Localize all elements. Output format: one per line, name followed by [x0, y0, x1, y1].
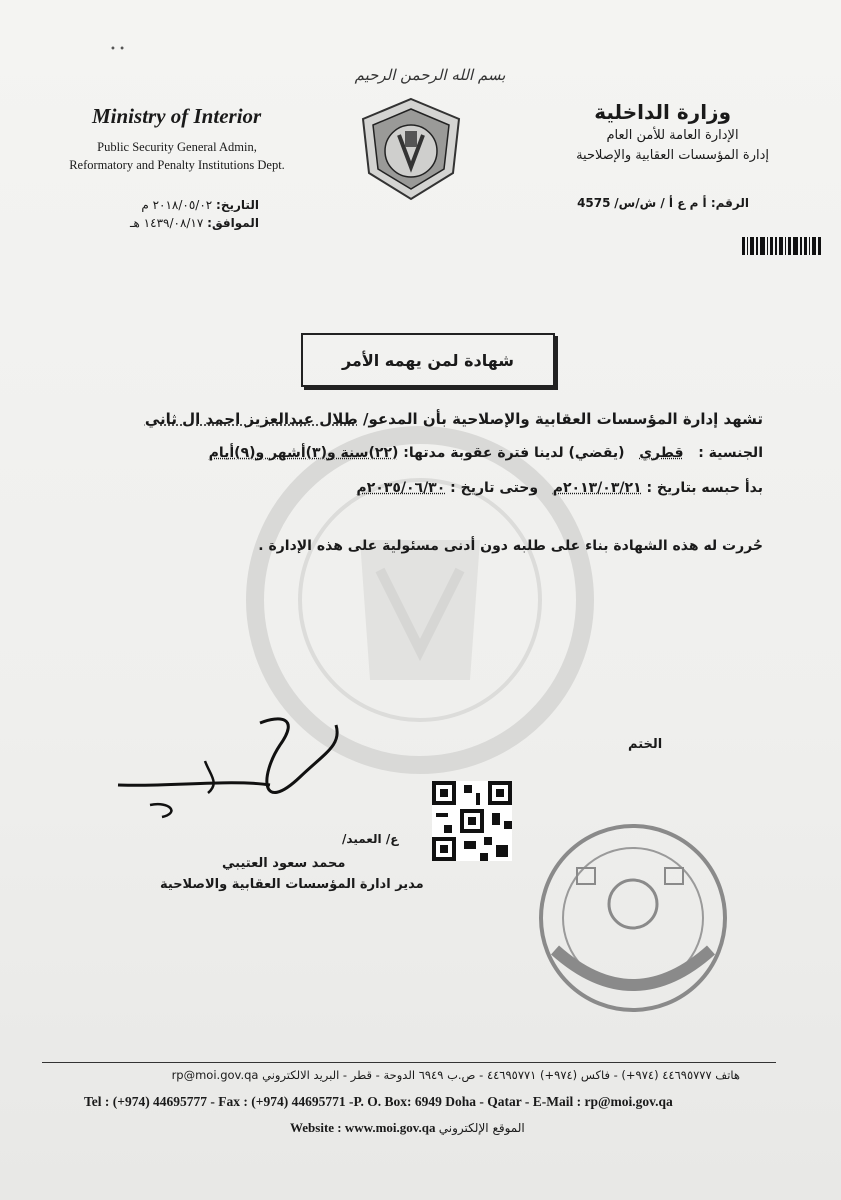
- seal-label: الختم: [628, 737, 663, 752]
- reference-value: 4575: [577, 196, 611, 210]
- date-value: ٢٠١٨/٠٥/٠٢ م: [141, 198, 213, 212]
- qr-code: [432, 781, 512, 861]
- certificate-closing: حُررت له هذه الشهادة بناء على طلبه دون أدنى مسئولية على هذه الإدارة .: [258, 538, 763, 554]
- handwritten-signature: [110, 705, 350, 835]
- subject-prefix: تشهد إدارة المؤسسات العقابية والإصلاحية بأن المدعو/: [363, 410, 763, 428]
- signer-title: مدير ادارة المؤسسات العقابية والاصلاحية: [160, 877, 424, 892]
- hijri-value: ١٤٣٩/٠٨/١٧ هـ: [130, 216, 204, 230]
- ministry-title-ar: وزارة الداخلية: [594, 100, 731, 124]
- start-label: بدأ حبسه بتاريخ :: [646, 480, 763, 496]
- nationality-value: قطري: [639, 445, 684, 461]
- sentence-duration: (٢٢)سنة و(٣)أشهر و(٩)أيام: [208, 445, 399, 461]
- website-en: Website : www.moi.gov.qa: [290, 1120, 436, 1135]
- signer-name: محمد سعود العتيبي: [222, 856, 346, 871]
- certificate-title: شهادة لمن يهمه الأمر: [301, 333, 555, 387]
- gregorian-date: [130, 196, 259, 214]
- footer-website: [290, 1120, 525, 1136]
- certificate-line-subject: [145, 410, 763, 428]
- department-ar-line1: الإدارة العامة للأمن العام: [606, 128, 739, 143]
- department-en: [52, 138, 302, 174]
- department-en-line1: Public Security General Admin,: [97, 140, 257, 154]
- department-ar-line2: إدارة المؤسسات العقابية والإصلاحية: [576, 148, 769, 163]
- hijri-date: [130, 214, 259, 232]
- end-label: وحتى تاريخ :: [450, 480, 539, 496]
- website-ar: الموقع الإلكتروني: [438, 1121, 525, 1135]
- department-ar: [576, 126, 769, 166]
- footer-contact-ar: هاتف ٤٤٦٩٥٧٧٧ (٩٧٤+) - فاكس (٩٧٤+) ٤٤٦٩٥٧٧١ - ص.ب ٦٩٤٩ الدوحة - قطر - البريد الالكتروني rp@moi.gov.qa: [171, 1068, 740, 1082]
- date-block: [130, 196, 259, 232]
- signer-rank: ع/ العميد/: [342, 832, 399, 846]
- end-date: ٢٠٣٥/٠٦/٣٠م: [356, 480, 446, 496]
- nationality-label: الجنسية :: [698, 445, 763, 461]
- certificate-line-dates: [356, 480, 763, 496]
- ministry-emblem-logo: [355, 95, 467, 203]
- date-label: التاريخ:: [216, 198, 259, 212]
- reference-label: الرقم: أ م ع أ / ش/س/: [614, 196, 749, 210]
- reference-number: [577, 196, 749, 210]
- ministry-title-en: Ministry of Interior: [92, 104, 262, 128]
- footer-divider: [42, 1062, 776, 1063]
- department-stamp: [535, 820, 731, 1016]
- footer-contact-en: Tel : (+974) 44695777 - Fax : (+974) 44695771 -P. O. Box: 6949 Doha - Qatar - E-Mail : rp@moi.gov.qa: [84, 1094, 673, 1109]
- sentence-text: (يقضي) لدينا فترة عقوبة مدتها:: [403, 445, 625, 461]
- department-en-line2: Reformatory and Penalty Institutions Dept.: [69, 158, 285, 172]
- barcode: [742, 237, 822, 255]
- start-date: ٢٠١٣/٠٣/٢١م: [552, 480, 642, 496]
- basmala: بسم الله الرحمن الرحيم: [354, 66, 506, 84]
- hijri-label: الموافق:: [207, 216, 259, 230]
- certificate-line-sentence: [209, 445, 763, 461]
- corner-mark: • •: [110, 44, 125, 55]
- person-name: طلال عبدالعزيز احمد ال ثاني: [144, 410, 358, 428]
